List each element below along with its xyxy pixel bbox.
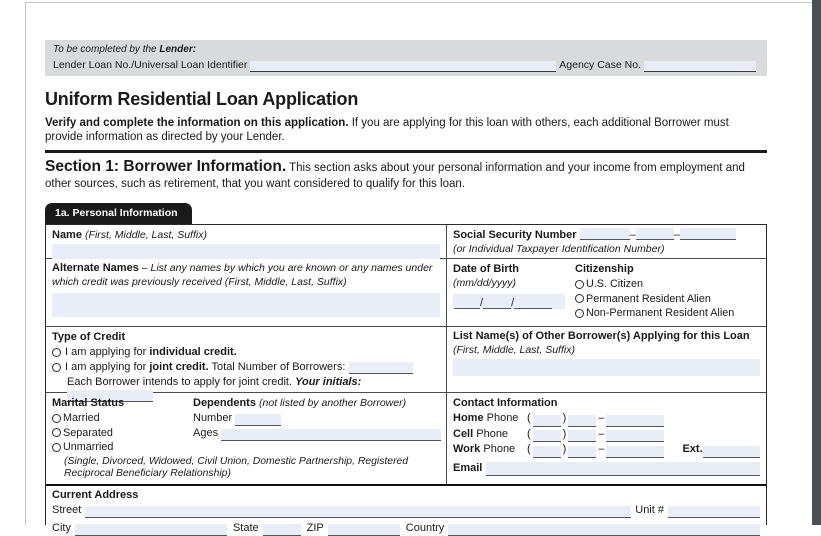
alternate-names-hint: – List any names by which you are known or any names under which credit was previously received (First, Middle, Last, Suffix)	[52, 262, 433, 288]
cell-area-input[interactable]	[533, 430, 561, 442]
ext-label: Ext.	[682, 443, 703, 455]
work-line-input[interactable]	[606, 446, 664, 458]
section1-heading	[45, 157, 767, 193]
radio-non-permanent-resident-alien[interactable]	[575, 309, 584, 318]
lender-instruction-bold: Lender:	[159, 44, 197, 55]
page-left-edge	[25, 2, 26, 525]
alternate-names-input[interactable]	[52, 293, 440, 317]
row-name-ssn	[46, 225, 766, 259]
ssn-dash-1: –	[629, 229, 636, 241]
type-of-credit-cell	[46, 327, 447, 392]
work-paren-close: )	[562, 443, 567, 455]
joint-credit-label: I am applying for joint credit. Total Number of Borrowers:	[65, 361, 346, 373]
unmarried-note: (Single, Divorced, Widowed, Civil Union, Domestic Partnership, Registered Reciprocal Beneficiary Relationship)	[64, 455, 409, 480]
ssn-cell	[447, 225, 766, 258]
radio-married[interactable]	[52, 414, 61, 423]
married-label: Married	[63, 412, 100, 424]
form-intro-text: If you are applying for this loan with others, each additional Borrower must provide information as directed by your Lender.	[45, 117, 729, 144]
dependents-label: Dependents	[193, 397, 256, 409]
initials-text: Each Borrower intends to apply for joint credit.	[67, 376, 296, 388]
cell-dash: –	[598, 427, 605, 440]
street-label: Street	[52, 504, 82, 516]
zip-input[interactable]	[328, 524, 400, 536]
individual-credit-label: I am applying for individual credit.	[65, 346, 237, 358]
work-prefix-input[interactable]	[568, 446, 596, 458]
us-citizen-label: U.S. Citizen	[586, 278, 643, 290]
page-top-edge	[25, 2, 812, 3]
section1-heading-text: This section asks about your personal information and your income from employment and other sources, such as retirement, that you want considered to qualify for this loan.	[45, 162, 745, 191]
ssn-input-3[interactable]	[680, 228, 736, 240]
form-intro-bold: Verify and complete the information on this application.	[45, 117, 349, 129]
work-dash: –	[598, 443, 605, 455]
ext-input[interactable]	[703, 446, 760, 458]
home-paren-close: )	[562, 412, 567, 424]
email-input[interactable]	[486, 462, 760, 476]
radio-unmarried[interactable]	[52, 443, 61, 452]
other-borrowers-label: List Name(s) of Other Borrower(s) Applying for this Loan	[453, 330, 750, 342]
work-area-input[interactable]	[533, 446, 561, 458]
zip-label: ZIP	[306, 522, 324, 534]
row-altnames-dob	[46, 259, 766, 327]
personal-information-table	[45, 224, 767, 534]
dependents-number-label: Number	[193, 412, 233, 424]
citizenship-column	[575, 262, 760, 323]
dob-slash-2: /	[511, 297, 515, 309]
radio-joint-credit[interactable]	[52, 363, 61, 372]
name-hint: (First, Middle, Last, Suffix)	[85, 229, 207, 241]
dob-citizenship-cell	[447, 259, 766, 326]
city-label: City	[52, 522, 71, 534]
state-label: State	[232, 522, 259, 534]
city-input[interactable]	[75, 524, 227, 536]
form-intro	[45, 116, 767, 144]
dob-hint: (mm/dd/yyyy)	[453, 277, 516, 289]
dob-slash-1: /	[480, 297, 484, 309]
citizenship-label: Citizenship	[575, 263, 634, 275]
country-label: Country	[405, 522, 445, 534]
street-input[interactable]	[85, 506, 631, 518]
name-cell	[46, 225, 447, 258]
separated-label: Separated	[63, 426, 113, 439]
country-input[interactable]	[448, 524, 760, 536]
radio-separated[interactable]	[52, 428, 61, 437]
cell-paren-open: (	[527, 427, 531, 440]
marital-status-label: Marital Status	[52, 397, 125, 409]
alternate-names-cell	[46, 259, 447, 326]
section1-heading-bold: Section 1: Borrower Information.	[45, 158, 287, 175]
ssn-input-2[interactable]	[636, 228, 674, 240]
city-state-zip-row	[52, 521, 760, 536]
vertical-scrollbar[interactable]	[812, 0, 821, 525]
dependents-number-input[interactable]	[235, 414, 281, 426]
agency-case-input[interactable]	[644, 61, 756, 72]
current-address-label: Current Address	[52, 489, 139, 501]
ssn-input-1[interactable]	[580, 228, 630, 240]
cell-prefix-input[interactable]	[568, 430, 596, 442]
alternate-names-label: Alternate Names	[52, 262, 139, 274]
radio-us-citizen[interactable]	[575, 280, 584, 289]
current-address-cell	[46, 486, 766, 534]
home-phone-row: Home Phone ( ) –	[453, 411, 760, 427]
home-line-input[interactable]	[606, 415, 664, 427]
email-label: Email	[453, 461, 483, 474]
cell-paren-close: )	[562, 427, 567, 440]
street-row	[52, 503, 760, 518]
radio-permanent-resident-alien[interactable]	[575, 294, 584, 303]
radio-individual-credit[interactable]	[52, 348, 61, 357]
home-prefix-input[interactable]	[568, 415, 596, 427]
dob-label: Date of Birth	[453, 263, 519, 275]
ssn-hint: (or Individual Taxpayer Identification Number)	[453, 243, 665, 255]
dependents-ages-label: Ages	[193, 427, 219, 439]
dependents-hint: (not listed by another Borrower)	[259, 397, 407, 409]
home-paren-open: (	[527, 412, 531, 424]
form-title: Uniform Residential Loan Application	[45, 89, 359, 109]
other-borrowers-input[interactable]	[453, 359, 760, 376]
row-current-address	[46, 486, 766, 534]
contact-information-label: Contact Information	[453, 397, 558, 409]
row-marital-contact	[46, 393, 766, 486]
tab-1a-personal-information[interactable]: 1a. Personal Information	[45, 203, 192, 224]
dependents-block	[193, 396, 441, 441]
dob-column	[453, 262, 575, 323]
lender-instruction-text: To be completed by the	[53, 44, 160, 55]
non-permanent-resident-alien-label: Non-Permanent Resident Alien	[586, 307, 735, 319]
dependents-ages-input[interactable]	[221, 429, 441, 441]
marital-dependents-cell	[46, 393, 447, 484]
work-paren-open: (	[527, 443, 531, 455]
ssn-label: Social Security Number	[453, 229, 577, 241]
cell-line-input[interactable]	[606, 430, 664, 442]
loan-identifier-input[interactable]	[250, 61, 556, 72]
state-input[interactable]	[263, 524, 301, 536]
unit-label: Unit #	[635, 504, 664, 516]
home-dash: –	[598, 412, 605, 424]
cell-phone-row: Cell Phone ( ) –	[453, 427, 760, 443]
home-area-input[interactable]	[533, 415, 561, 427]
unmarried-label: Unmarried	[63, 441, 114, 453]
name-input[interactable]	[52, 244, 440, 259]
type-of-credit-label: Type of Credit	[52, 331, 126, 343]
email-row	[453, 460, 760, 476]
initials-label: Your initials:	[295, 376, 362, 388]
agency-case-label: Agency Case No.	[559, 59, 641, 71]
contact-information-cell	[447, 393, 766, 484]
other-borrowers-hint: (First, Middle, Last, Suffix)	[453, 343, 575, 356]
total-borrowers-input[interactable]	[349, 362, 413, 374]
loan-identifier-label: Lender Loan No./Universal Loan Identifier	[53, 59, 248, 71]
lender-completion-box	[45, 40, 767, 76]
lender-instruction	[53, 43, 759, 56]
permanent-resident-alien-label: Permanent Resident Alien	[586, 292, 711, 305]
ssn-dash-2: –	[673, 229, 680, 241]
name-label: Name	[52, 229, 82, 241]
section-divider-rule	[45, 150, 767, 153]
dob-input[interactable]	[453, 294, 565, 309]
other-borrowers-cell	[447, 327, 766, 392]
row-credit-type	[46, 327, 766, 393]
unit-input[interactable]	[668, 506, 760, 518]
work-phone-row: Work Phone ( ) – Ext.	[453, 442, 760, 458]
